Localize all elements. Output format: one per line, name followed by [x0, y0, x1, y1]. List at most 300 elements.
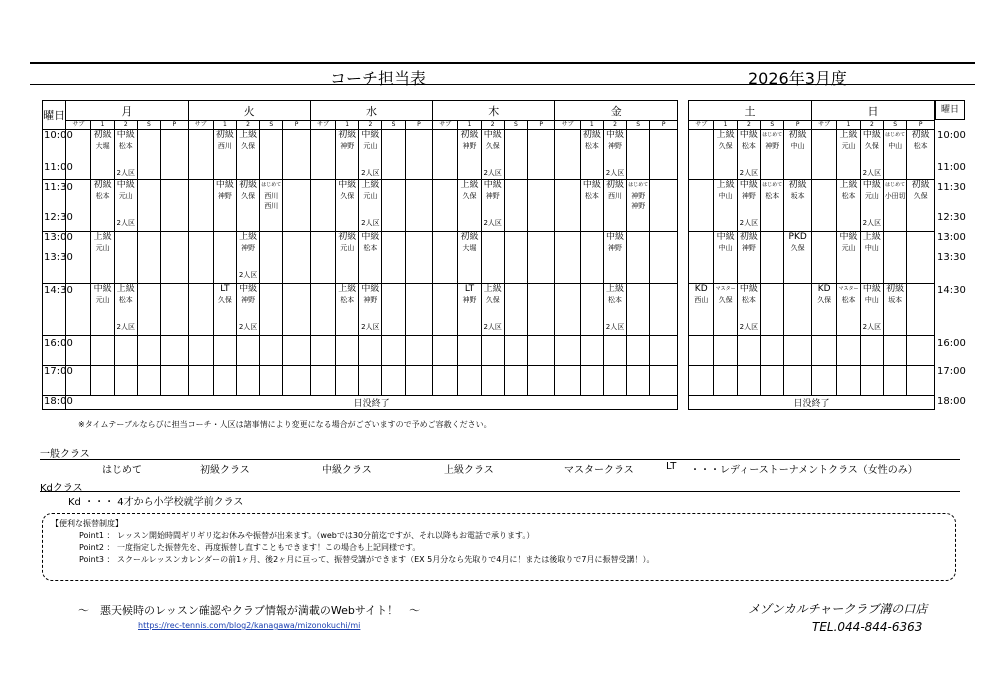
slot-cell [811, 232, 836, 284]
class-level: 初級 [338, 130, 357, 140]
slot-cell [405, 366, 432, 396]
slot-cell [860, 366, 883, 396]
youbi-label: 曜日 [43, 101, 66, 130]
slot-cell [236, 366, 259, 396]
class-level: 中級 [739, 284, 758, 294]
sub-column-label: P [650, 121, 678, 130]
coach-name: 西川 [608, 192, 623, 200]
sub-column-label: 2 [114, 121, 137, 130]
sub-column-label: P [907, 121, 935, 130]
nichibotsu-label: 日没終了 [689, 396, 935, 410]
slot-cell [555, 284, 580, 336]
slot-cell [784, 366, 812, 396]
class-level: LT [464, 284, 475, 294]
capacity-note: 2人区 [116, 219, 135, 227]
slot-cell [603, 232, 626, 284]
class-level: 上級 [116, 284, 135, 294]
day-header: 水 [310, 101, 432, 121]
class-level: 初級 [93, 130, 112, 140]
slot-cell [433, 232, 458, 284]
slot-cell [689, 130, 714, 180]
class-chukyu: 中級クラス [322, 465, 372, 476]
perk-item-1: Point1 ： レッスン開始時間ギリギリ迄お休みや振替が出来ます。（webでは30分前迄ですが、それ以降もお電話で承ります。） [79, 531, 535, 540]
slot-cell [603, 366, 626, 396]
slot-cell [714, 130, 737, 180]
slot-cell [737, 130, 760, 180]
slot-cell [359, 366, 382, 396]
slot-cell [137, 366, 160, 396]
slot-cell [555, 336, 580, 366]
slot-cell [627, 336, 650, 366]
slot-cell [481, 130, 504, 180]
slot-cell [650, 366, 678, 396]
coach-name: 松本 [741, 142, 756, 150]
class-level: 中級 [338, 180, 357, 190]
slot-cell [714, 366, 737, 396]
sub-column-label: S [627, 121, 650, 130]
slot-cell [236, 284, 259, 336]
day-header: 金 [555, 101, 678, 121]
capacity-note: 2人区 [361, 169, 380, 177]
slot-cell [359, 336, 382, 366]
perk-box [42, 513, 956, 581]
coach-name: 久保 [217, 296, 232, 304]
class-level: 上級 [716, 180, 735, 190]
slot-cell [761, 130, 784, 180]
class-level: 中級 [606, 232, 625, 242]
perk-item-3: Point3 ： スクールレッスンカレンダーの前1ヶ月、後2ヶ月に亘って、振替受講ができます（EX 5月分なら先取りで4月に！または後取りで7月に振替受講！）。 [79, 555, 655, 564]
time-label: 14:30 [937, 285, 966, 296]
coach-name: 松本 [841, 192, 856, 200]
slot-cell [91, 130, 114, 180]
slot-cell [860, 180, 883, 232]
coach-name: 久保 [864, 142, 879, 150]
slot-cell [161, 366, 188, 396]
slot-cell [188, 336, 213, 366]
coach-name: 元山 [340, 244, 355, 252]
coach-name: 神野 [462, 142, 477, 150]
slot-cell [555, 130, 580, 180]
slot-cell [382, 336, 405, 366]
slot-cell [603, 180, 626, 232]
slot-cell [650, 284, 678, 336]
capacity-note: 2人区 [739, 323, 759, 331]
class-level: PKD [788, 232, 807, 242]
coach-name: 中山 [888, 142, 903, 150]
coach-name: 久保 [485, 142, 500, 150]
time-label: 16:00 [44, 338, 73, 349]
slot-cell [714, 284, 737, 336]
page-title: コーチ担当表 [330, 69, 427, 88]
time-label: 13:00 [44, 232, 73, 243]
class-level: 中級 [483, 180, 502, 190]
coach-name: 神野 [741, 244, 756, 252]
class-level: 初級 [215, 130, 234, 140]
slot-cell [359, 180, 382, 232]
slot-cell [114, 232, 137, 284]
capacity-note: 2人区 [361, 219, 380, 227]
slot-cell [784, 284, 812, 336]
slot-cell [784, 180, 812, 232]
slot-cell [283, 366, 310, 396]
notice: ※タイムテーブルならびに担当コーチ・人区は諸事情により変更になる場合がございますので予めご容赦ください。 [78, 420, 492, 429]
class-level: 上級 [460, 180, 479, 190]
class-level: 上級 [338, 284, 357, 294]
class-level: 初級 [886, 284, 905, 294]
coach-name: 元山 [841, 244, 856, 252]
slot-cell [433, 366, 458, 396]
slot-cell [310, 336, 335, 366]
slot-cell [837, 336, 860, 366]
slot-cell [580, 232, 603, 284]
slot-cell [907, 180, 935, 232]
sub-column-label: 1 [336, 121, 359, 130]
slot-cell [260, 232, 283, 284]
slot-cell [650, 130, 678, 180]
slot-cell [860, 130, 883, 180]
time-label: 11:00 [937, 162, 966, 173]
slot-cell [811, 336, 836, 366]
sub-column-label: P [161, 121, 188, 130]
slot-cell [260, 336, 283, 366]
slot-cell [761, 232, 784, 284]
slot-cell [761, 180, 784, 232]
slot-cell [114, 336, 137, 366]
slot-cell [213, 284, 236, 336]
class-hajimete: はじめて [102, 465, 142, 476]
coach-name: 西川 西川 [264, 192, 279, 210]
slot-cell [860, 336, 883, 366]
slot-cell [382, 130, 405, 180]
slot-cell [737, 284, 760, 336]
coach-name: 久保 [462, 192, 477, 200]
sub-column-label: 2 [603, 121, 626, 130]
coach-name: 松本 [118, 296, 133, 304]
slot-cell [811, 180, 836, 232]
coach-name: 久保 [718, 142, 733, 150]
capacity-note: 2人区 [862, 169, 882, 177]
footer-tagline: ～ 悪天候時のレッスン確認やクラブ情報が満載のWebサイト！ ～ [78, 604, 421, 617]
slot-cell [405, 284, 432, 336]
slot-cell [161, 130, 188, 180]
class-level: 中級 [361, 284, 380, 294]
ippan-label: 一般クラス [40, 449, 90, 460]
slot-cell [555, 180, 580, 232]
slot-cell [527, 366, 554, 396]
slot-cell [188, 284, 213, 336]
class-level: 中級 [739, 180, 758, 190]
capacity-note: 2人区 [605, 323, 625, 331]
sub-column-label: P [283, 121, 310, 130]
slot-cell [359, 232, 382, 284]
sub-column-label: サブ [433, 121, 458, 130]
slot-cell [737, 232, 760, 284]
slot-cell [458, 366, 481, 396]
class-level: はじめて [885, 132, 906, 138]
slot-cell [213, 336, 236, 366]
coach-name: 小田切 [884, 192, 906, 200]
sub-column-label: S [137, 121, 160, 130]
coach-name: 松本 [584, 142, 599, 150]
slot-cell [907, 366, 935, 396]
class-level: 中級 [483, 130, 502, 140]
nichibotsu-label: 日没終了 [66, 396, 678, 410]
slot-cell [884, 232, 907, 284]
slot-cell [458, 180, 481, 232]
coach-name: 神野 [340, 142, 355, 150]
slot-cell [837, 180, 860, 232]
slot-cell [627, 232, 650, 284]
class-level: 中級 [606, 130, 625, 140]
slot-cell [837, 232, 860, 284]
slot-cell [336, 232, 359, 284]
class-level: 初級 [460, 232, 479, 242]
slot-cell [884, 130, 907, 180]
slot-cell [481, 180, 504, 232]
legend-divider [40, 459, 960, 460]
day-header: 火 [188, 101, 310, 121]
coach-name: 坂本 [888, 296, 903, 304]
slot-cell [382, 284, 405, 336]
sub-column-label: S [260, 121, 283, 130]
slot-cell [336, 130, 359, 180]
slot-cell [737, 366, 760, 396]
coach-name: 西山 [694, 296, 709, 304]
coach-name: 大堀 [95, 142, 110, 150]
day-header: 月 [66, 101, 188, 121]
slot-cell [689, 366, 714, 396]
day-header: 土 [689, 101, 812, 121]
slot-cell [504, 284, 527, 336]
sub-column-label: P [527, 121, 554, 130]
slot-cell [137, 284, 160, 336]
slot-cell [527, 284, 554, 336]
coach-name: 松本 [363, 244, 378, 252]
time-label: 18:00 [937, 396, 966, 407]
slot-cell [336, 336, 359, 366]
slot-cell [260, 130, 283, 180]
class-level: 中級 [215, 180, 234, 190]
time-label: 10:00 [937, 130, 966, 141]
time-label: 12:30 [937, 212, 966, 223]
time-label: 16:00 [937, 338, 966, 349]
coach-name: 中山 [718, 192, 733, 200]
capacity-note: 2人区 [361, 323, 380, 331]
slot-cell [336, 284, 359, 336]
class-level: 上級 [862, 232, 881, 242]
sub-column-label: 1 [837, 121, 860, 130]
coach-name: 神野 [608, 244, 623, 252]
slot-cell [161, 232, 188, 284]
slot-cell [137, 130, 160, 180]
slot-cell [860, 284, 883, 336]
coach-name: 神野 [241, 244, 256, 252]
slot-cell [907, 130, 935, 180]
class-level: 中級 [839, 232, 858, 242]
slot-cell [114, 284, 137, 336]
time-label: 17:00 [937, 366, 966, 377]
class-level: 初級 [911, 180, 930, 190]
slot-cell [884, 366, 907, 396]
time-label: 13:00 [937, 232, 966, 243]
slot-cell [811, 284, 836, 336]
slot-cell [433, 180, 458, 232]
class-level: 初級 [606, 180, 625, 190]
weekday-timetable [42, 100, 678, 410]
sub-column-label: サブ [811, 121, 836, 130]
coach-name: 久保 [790, 244, 805, 252]
slot-cell [860, 232, 883, 284]
class-level: 中級 [361, 232, 380, 242]
slot-cell [580, 130, 603, 180]
slot-cell [837, 284, 860, 336]
slot-cell [714, 232, 737, 284]
class-level: 中級 [862, 180, 881, 190]
slot-cell [580, 284, 603, 336]
coach-name: 元山 [118, 192, 133, 200]
class-level: 中級 [582, 180, 601, 190]
slot-cell [405, 130, 432, 180]
coach-name: 中山 [718, 244, 733, 252]
time-label: 18:00 [44, 396, 73, 407]
website-link[interactable]: https://rec-tennis.com/blog2/kanagawa/mizonokuchi/mi [138, 621, 361, 630]
perk-item-2: Point2 ： 一度指定した振替先を、再度振替し直すこともできます！この場合も上記同様です。 [79, 543, 421, 552]
class-level: はじめて [628, 182, 649, 188]
slot-cell [837, 366, 860, 396]
coach-name: 中山 [864, 244, 879, 252]
coach-name: 坂本 [790, 192, 805, 200]
slot-cell [382, 232, 405, 284]
class-level: 中級 [739, 130, 758, 140]
slot-cell [784, 232, 812, 284]
coach-name: 元山 [864, 192, 879, 200]
slot-cell [236, 180, 259, 232]
class-level: 上級 [361, 180, 380, 190]
slot-cell [458, 232, 481, 284]
slot-cell [114, 130, 137, 180]
slot-cell [907, 232, 935, 284]
class-level: 中級 [716, 232, 735, 242]
slot-cell [907, 336, 935, 366]
class-level: 初級 [239, 180, 258, 190]
sub-column-label: 1 [213, 121, 236, 130]
slot-cell [91, 284, 114, 336]
slot-cell [91, 180, 114, 232]
slot-cell [283, 336, 310, 366]
class-level: KD [694, 284, 708, 294]
slot-cell [405, 232, 432, 284]
slot-cell [504, 130, 527, 180]
slot-cell [689, 336, 714, 366]
class-level: 中級 [93, 284, 112, 294]
coach-name: 神野 [765, 142, 780, 150]
slot-cell [260, 284, 283, 336]
slot-cell [236, 130, 259, 180]
sub-column-label: 1 [458, 121, 481, 130]
class-level: 上級 [839, 180, 858, 190]
slot-cell [481, 366, 504, 396]
slot-cell [310, 284, 335, 336]
sub-column-label: 1 [91, 121, 114, 130]
time-label: 13:30 [937, 252, 966, 263]
slot-cell [161, 284, 188, 336]
sub-column-label: 1 [580, 121, 603, 130]
slot-cell [433, 336, 458, 366]
class-level: 上級 [239, 232, 258, 242]
coach-name: 久保 [485, 296, 500, 304]
month-label: 2026年3月度 [748, 69, 847, 88]
slot-cell [188, 180, 213, 232]
class-level: 中級 [862, 284, 881, 294]
class-lt: LT [666, 461, 677, 472]
coach-name: 神野 [485, 192, 500, 200]
capacity-note: 2人区 [605, 169, 625, 177]
slot-cell [504, 180, 527, 232]
slot-cell [811, 130, 836, 180]
class-level: 上級 [93, 232, 112, 242]
class-level: はじめて [762, 182, 783, 188]
day-header: 日 [811, 101, 934, 121]
slot-cell [761, 336, 784, 366]
class-level: マスター [838, 286, 859, 292]
sub-column-label: 2 [860, 121, 883, 130]
slot-cell [433, 130, 458, 180]
capacity-note: 2人区 [739, 169, 759, 177]
coach-name: 松本 [95, 192, 110, 200]
sub-column-label: 2 [737, 121, 760, 130]
slot-cell [737, 180, 760, 232]
slot-cell [481, 232, 504, 284]
slot-cell [458, 284, 481, 336]
slot-cell [884, 284, 907, 336]
sub-column-label: サブ [310, 121, 335, 130]
slot-cell [714, 180, 737, 232]
slot-cell [161, 180, 188, 232]
sub-column-label: サブ [555, 121, 580, 130]
slot-cell [627, 130, 650, 180]
slot-cell [91, 336, 114, 366]
kd-divider [40, 491, 960, 492]
slot-cell [137, 180, 160, 232]
store-phone: TEL.044-844-6363 [812, 620, 923, 634]
time-label: 11:30 [44, 182, 73, 193]
slot-cell [689, 180, 714, 232]
sub-column-label: 1 [714, 121, 737, 130]
coach-name: 松本 [584, 192, 599, 200]
slot-cell [737, 336, 760, 366]
coach-name: 元山 [363, 142, 378, 150]
coach-name: 神野 [741, 192, 756, 200]
slot-cell [689, 232, 714, 284]
slot-cell [555, 366, 580, 396]
slot-cell [405, 336, 432, 366]
perk-title: 【便利な振替制度】 [51, 519, 123, 528]
coach-name: 西川 [217, 142, 232, 150]
class-level: 上級 [606, 284, 625, 294]
coach-name: 神野 [608, 142, 623, 150]
slot-cell [382, 180, 405, 232]
slot-cell [714, 336, 737, 366]
class-level: 上級 [239, 130, 258, 140]
store-name: メゾンカルチャークラブ溝の口店 [748, 602, 928, 616]
class-level: LT [220, 284, 230, 294]
sub-column-label: 2 [359, 121, 382, 130]
coach-name: 久保 [241, 192, 256, 200]
slot-cell [555, 232, 580, 284]
sub-column-label: サブ [66, 121, 91, 130]
kd-desc: Kd ・・・ 4才から小学校就学前クラス [68, 497, 244, 508]
coach-name: 元山 [363, 192, 378, 200]
